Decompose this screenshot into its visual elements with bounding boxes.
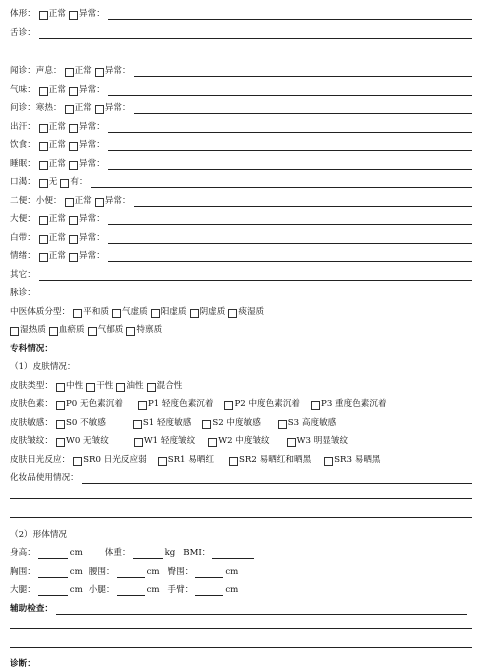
pigment-option: P2 中度色素沉着 [234, 399, 301, 409]
checkbox-sun[interactable] [324, 457, 333, 466]
label-constitution: 中医体质分型： [10, 307, 71, 317]
label-urine: 二便：小便： [10, 196, 62, 206]
row-tixing [10, 6, 472, 20]
option-normal: 正常 [48, 140, 66, 150]
label-cosmetics: 化妆品使用情况： [10, 473, 79, 483]
checkbox-abnormal[interactable] [69, 253, 78, 262]
checkbox-constitution[interactable] [190, 309, 199, 318]
label-tixing: 体形： [10, 9, 36, 19]
urine-input-line[interactable] [134, 197, 472, 207]
label-dabian: 大便： [10, 214, 36, 224]
row-sun-reaction [10, 452, 472, 466]
unit-cm: cm [146, 585, 160, 595]
skin-type-option: 中性 [65, 381, 84, 391]
label-voice: 闻诊：声息： [10, 66, 62, 76]
height-input[interactable] [38, 549, 68, 559]
checkbox-abnormal[interactable] [69, 235, 78, 244]
qingxu-input-line[interactable] [108, 252, 472, 262]
option-abnormal: 异常： [79, 85, 105, 95]
unit-cm: cm [69, 567, 83, 577]
row-baidai [10, 230, 472, 244]
checkbox-constitution[interactable] [49, 327, 58, 336]
checkbox-constitution[interactable] [10, 327, 19, 336]
option-abnormal: 异常： [104, 103, 131, 113]
yinshi-input-line[interactable] [108, 141, 472, 151]
qita-input-line[interactable] [39, 271, 472, 281]
checkbox-sensitivity[interactable] [278, 420, 287, 429]
label-chuhan: 出汗： [10, 122, 36, 132]
option-normal: 正常 [48, 9, 66, 19]
checkbox-wrinkle[interactable] [134, 438, 143, 447]
sensitivity-option: S3 高度敏感 [287, 418, 337, 428]
checkbox-normal[interactable] [39, 124, 48, 133]
unit-cm: cm [69, 548, 83, 558]
dabian-input-line[interactable] [108, 215, 472, 225]
label-shuimian: 睡眠： [10, 159, 36, 169]
checkbox-normal[interactable] [39, 11, 48, 20]
row-shezhen [10, 25, 472, 39]
cosmetics-input-line[interactable] [82, 474, 472, 484]
pigment-option: P0 无色素沉着 [65, 399, 123, 409]
tixing-input-line[interactable] [108, 10, 472, 20]
arm-input[interactable] [195, 586, 223, 596]
shezhen-input-line[interactable] [39, 29, 472, 39]
cosmetics-extra-line[interactable] [10, 498, 472, 499]
row-cold-heat [10, 100, 472, 114]
label-yinshi: 饮食： [10, 140, 36, 150]
checkbox-normal[interactable] [65, 68, 74, 77]
row-qiwei [10, 82, 472, 96]
voice-input-line[interactable] [134, 67, 472, 77]
row-chest-waist-hip [10, 564, 472, 578]
row-shuimian [10, 156, 472, 170]
chest-input[interactable] [38, 568, 68, 578]
checkbox-normal[interactable] [39, 142, 48, 151]
checkbox-abnormal[interactable] [69, 87, 78, 96]
constitution-option: 气虚质 [121, 307, 148, 317]
row-qingxu [10, 248, 472, 262]
checkbox-skin-type[interactable] [56, 383, 65, 392]
hip-input[interactable] [195, 568, 223, 578]
label-chest: 胸围： [10, 567, 36, 577]
checkbox-abnormal[interactable] [69, 142, 78, 151]
label-weight: 体重： [104, 548, 131, 558]
option-abnormal: 异常： [79, 214, 105, 224]
row-maizhen [10, 285, 472, 299]
label-aux-exam: 辅助检查： [10, 604, 53, 614]
skin-heading [10, 359, 472, 373]
constitution-option: 痰湿质 [238, 307, 265, 317]
checkbox-abnormal[interactable] [69, 216, 78, 225]
option-normal: 正常 [48, 122, 66, 132]
sun-option: SR1 易晒红 [167, 455, 215, 465]
label-bmi: BMI： [183, 548, 211, 558]
row-constitution-1 [10, 304, 472, 318]
label-shezhen: 舌诊： [10, 28, 36, 38]
checkbox-skin-type[interactable] [116, 383, 125, 392]
checkbox-constitution[interactable] [126, 327, 135, 336]
checkbox-pigment[interactable] [311, 401, 320, 410]
cosmetics-extra-line[interactable] [10, 517, 472, 518]
constitution-option: 湿热质 [20, 325, 46, 335]
checkbox-abnormal[interactable] [95, 105, 104, 114]
checkbox-abnormal[interactable] [69, 161, 78, 170]
row-constitution-2 [10, 322, 472, 336]
kouke-input-line[interactable] [91, 178, 472, 188]
label-diagnosis: 诊断： [10, 659, 36, 669]
checkbox-wrinkle[interactable] [56, 438, 65, 447]
unit-kg: kg [164, 548, 176, 558]
checkbox-normal[interactable] [39, 216, 48, 225]
label-baidai: 白带： [10, 233, 36, 243]
sun-option: SR2 易晒红和晒黑 [239, 455, 312, 465]
chuhan-input-line[interactable] [108, 123, 472, 133]
label-qita: 其它： [10, 270, 36, 280]
row-height-weight [10, 545, 472, 559]
sensitivity-option: S2 中度敏感 [212, 418, 261, 428]
sun-option: SR0 日光反应弱 [83, 455, 147, 465]
row-urine [10, 193, 472, 207]
label-cold-heat: 问诊：寒热： [10, 103, 62, 113]
label-height: 身高： [10, 548, 36, 558]
aux-exam-extra-line[interactable] [10, 647, 472, 648]
option-none: 无 [48, 177, 58, 187]
option-normal: 正常 [48, 214, 66, 224]
option-abnormal: 异常： [79, 251, 105, 261]
option-normal: 正常 [74, 103, 92, 113]
label-waist: 腰围： [88, 567, 115, 577]
baidai-input-line[interactable] [108, 234, 472, 244]
unit-cm: cm [146, 567, 160, 577]
label-sun-reaction: 皮肤日光反应： [10, 455, 71, 465]
wrinkle-option: W3 明显皱纹 [296, 436, 349, 446]
sun-option: SR3 易晒黑 [334, 455, 381, 465]
unit-cm: cm [225, 567, 239, 577]
aux-exam-input-line[interactable] [56, 605, 467, 615]
option-normal: 正常 [74, 196, 92, 206]
checkbox-abnormal[interactable] [69, 11, 78, 20]
label-sensitivity: 皮肤敏感： [10, 418, 53, 428]
option-yes: 有： [70, 177, 88, 187]
row-qita [10, 267, 472, 281]
qiwei-input-line[interactable] [108, 86, 472, 96]
checkbox-normal[interactable] [65, 105, 74, 114]
checkbox-sensitivity[interactable] [202, 420, 211, 429]
option-abnormal: 异常： [104, 66, 131, 76]
checkbox-abnormal[interactable] [95, 198, 104, 207]
label-qingxu: 情绪： [10, 251, 36, 261]
wrinkle-option: W0 无皱纹 [65, 436, 109, 446]
waist-input[interactable] [117, 568, 145, 578]
option-abnormal: 异常： [79, 140, 105, 150]
weight-input[interactable] [133, 549, 163, 559]
option-abnormal: 异常： [104, 196, 131, 206]
label-pigment: 皮肤色素： [10, 399, 53, 409]
specialty-heading [10, 341, 472, 355]
constitution-option: 气郁质 [97, 325, 124, 335]
checkbox-normal[interactable] [39, 161, 48, 170]
constitution-option: 血瘀质 [58, 325, 85, 335]
checkbox-pigment[interactable] [138, 401, 147, 410]
unit-cm: cm [225, 585, 239, 595]
checkbox-normal[interactable] [39, 87, 48, 96]
checkbox-sun[interactable] [229, 457, 238, 466]
wrinkle-option: W1 轻度皱纹 [143, 436, 196, 446]
body-heading-text: （2）形体情况 [10, 530, 68, 540]
checkbox-wrinkle[interactable] [208, 438, 217, 447]
label-thigh: 大腿： [10, 585, 36, 595]
constitution-option: 阴虚质 [199, 307, 226, 317]
body-heading [10, 527, 472, 541]
checkbox-constitution[interactable] [73, 309, 82, 318]
checkbox-sensitivity[interactable] [56, 420, 65, 429]
constitution-option: 特禀质 [136, 325, 163, 335]
thigh-input[interactable] [38, 586, 68, 596]
row-sensitivity [10, 415, 472, 429]
calf-input[interactable] [117, 586, 145, 596]
checkbox-skin-type[interactable] [86, 383, 95, 392]
label-arm: 手臂： [167, 585, 194, 595]
checkbox-none[interactable] [39, 179, 48, 188]
row-dabian [10, 211, 472, 225]
checkbox-abnormal[interactable] [69, 124, 78, 133]
checkbox-sun[interactable] [73, 457, 82, 466]
row-pigment [10, 396, 472, 410]
label-kouke: 口渴： [10, 177, 36, 187]
checkbox-sun[interactable] [158, 457, 167, 466]
row-yinshi [10, 137, 472, 151]
sensitivity-option: S1 轻度敏感 [142, 418, 192, 428]
checkbox-sensitivity[interactable] [133, 420, 142, 429]
checkbox-pigment[interactable] [224, 401, 233, 410]
row-kouke [10, 174, 472, 188]
checkbox-normal[interactable] [65, 198, 74, 207]
label-calf: 小腿： [88, 585, 115, 595]
skin-type-option: 干性 [96, 381, 114, 391]
sensitivity-option: S0 不敏感 [65, 418, 106, 428]
row-cosmetics [10, 470, 472, 484]
option-normal: 正常 [74, 66, 92, 76]
row-diagnosis [10, 656, 472, 670]
aux-exam-extra-line[interactable] [10, 628, 472, 629]
unit-cm: cm [69, 585, 83, 595]
pigment-option: P3 重度色素沉着 [321, 399, 387, 409]
checkbox-normal[interactable] [39, 235, 48, 244]
option-abnormal: 异常： [79, 9, 105, 19]
option-abnormal: 异常： [79, 159, 105, 169]
pigment-option: P1 轻度色素沉着 [147, 399, 214, 409]
option-abnormal: 异常： [79, 233, 105, 243]
specialty-heading-text: 专科情况： [10, 344, 53, 354]
skin-type-option: 油性 [126, 381, 144, 391]
skin-heading-text: （1）皮肤情况： [10, 362, 76, 372]
bmi-input[interactable] [212, 549, 254, 559]
option-normal: 正常 [48, 251, 66, 261]
constitution-option: 阳虚质 [160, 307, 187, 317]
option-normal: 正常 [48, 159, 66, 169]
row-thigh-calf-arm [10, 582, 472, 596]
checkbox-constitution[interactable] [112, 309, 121, 318]
wrinkle-option: W2 中度皱纹 [218, 436, 270, 446]
cold-heat-input-line[interactable] [134, 104, 472, 114]
constitution-option: 平和质 [83, 307, 109, 317]
shuimian-input-line[interactable] [108, 160, 472, 170]
row-skin-type [10, 378, 472, 392]
row-voice [10, 63, 472, 77]
option-abnormal: 异常： [79, 122, 105, 132]
label-qiwei: 气味： [10, 85, 36, 95]
checkbox-normal[interactable] [39, 253, 48, 262]
checkbox-wrinkle[interactable] [287, 438, 296, 447]
label-skin-type: 皮肤类型： [10, 381, 53, 391]
checkbox-pigment[interactable] [56, 401, 65, 410]
checkbox-abnormal[interactable] [95, 68, 104, 77]
checkbox-constitution[interactable] [228, 309, 237, 318]
option-normal: 正常 [48, 85, 66, 95]
checkbox-constitution[interactable] [88, 327, 97, 336]
label-hip: 臀围： [167, 567, 194, 577]
checkbox-constitution[interactable] [151, 309, 160, 318]
label-maizhen: 脉诊： [10, 288, 36, 298]
checkbox-skin-type[interactable] [147, 383, 156, 392]
row-wrinkle [10, 433, 472, 447]
option-normal: 正常 [48, 233, 66, 243]
checkbox-yes[interactable] [60, 179, 69, 188]
row-chuhan [10, 119, 472, 133]
row-aux-exam [10, 601, 467, 615]
skin-type-option: 混合性 [156, 381, 183, 391]
label-wrinkle: 皮肤皱纹： [10, 436, 53, 446]
